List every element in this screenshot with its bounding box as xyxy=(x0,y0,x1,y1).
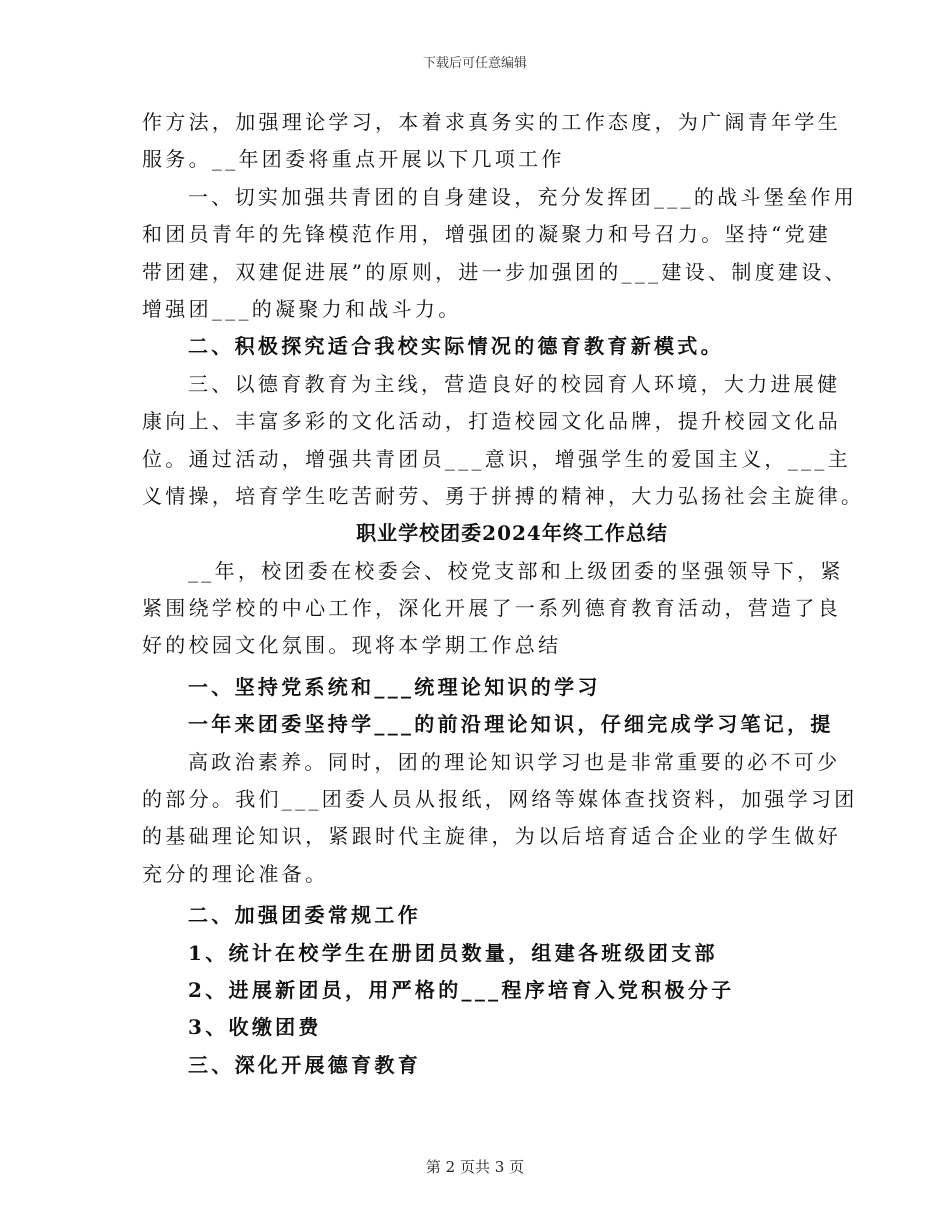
list-item: 3、收缴团费 xyxy=(188,1015,322,1040)
list-item: 2、进展新团员，用严格的___程序培育入党积极分子 xyxy=(188,977,735,1002)
paragraph-line: 充分的理论准备。 xyxy=(142,861,329,886)
paragraph-line: 服务。__年团委将重点开展以下几项工作 xyxy=(142,147,565,172)
page-header: 下载后可任意编辑 xyxy=(422,56,527,71)
paragraph-line: 作方法，加强理论学习，本着求真务实的工作态度，为广阔青年学生 xyxy=(142,110,841,134)
paragraph-line: __年，校团委在校委会、校党支部和上级团委的坚强领导下，紧 xyxy=(188,558,844,583)
section-heading: 二、积极探究适合我校实际情况的德育教育新模式。 xyxy=(188,334,724,359)
paragraph-line-bold: 一年来团委坚持学___的前沿理论知识，仔细完成学习笔记，提 xyxy=(188,712,834,737)
paragraph-line: 义情操，培育学生吃苦耐劳、勇于拼搏的精神，大力弘扬社会主旋律。 xyxy=(142,483,865,508)
paragraph-line: 带团建，双建促进展”的原则，进一步加强团的___建设、制度建设、 xyxy=(142,259,848,284)
document-title: 职业学校团委2024年终工作总结 xyxy=(356,521,668,546)
paragraph-line: 的基础理论知识，紧跟时代主旋律，为以后培育适合企业的学生做好 xyxy=(142,824,841,849)
paragraph-line: 高政治素养。同时，团的理论知识学习也是非常重要的必不可少 xyxy=(188,749,841,774)
paragraph-line: 增强团___的凝聚力和战斗力。 xyxy=(142,296,462,321)
page-footer: 第 2 页共 3 页 xyxy=(425,1158,525,1176)
section-heading: 三、深化开展德育教育 xyxy=(188,1052,421,1077)
paragraph-line: 康向上、丰富多彩的文化活动，打造校园文化品牌，提升校园文化品 xyxy=(142,409,841,434)
document-body xyxy=(142,104,865,1084)
section-heading: 二、加强团委常规工作 xyxy=(188,903,421,928)
paragraph-line: 紧围绕学校的中心工作，深化开展了一系列德育教育活动，营造了良 xyxy=(142,596,841,621)
paragraph-line: 好的校园文化氛围。现将本学期工作总结 xyxy=(142,633,562,658)
section-heading: 一、坚持党系统和___统理论知识的学习 xyxy=(188,674,601,699)
paragraph-line: 的部分。我们___团委人员从报纸，网络等媒体查找资料，加强学习团 xyxy=(142,787,858,812)
paragraph-line: 一、切实加强共青团的自身建设，充分发挥团___的战斗堡垒作用 xyxy=(188,184,857,209)
paragraph-line: 位。通过活动，增强共青团员___意识，增强学生的爱国主义，___主 xyxy=(142,446,851,471)
paragraph-line: 三、以德育教育为主线，营造良好的校园育人环境，大力进展健 xyxy=(188,371,841,396)
paragraph-line: 和团员青年的先锋模范作用，增强团的凝聚力和号召力。坚持“党建 xyxy=(142,222,832,247)
list-item: 1、统计在校学生在册团员数量，组建各班级团支部 xyxy=(188,940,718,965)
